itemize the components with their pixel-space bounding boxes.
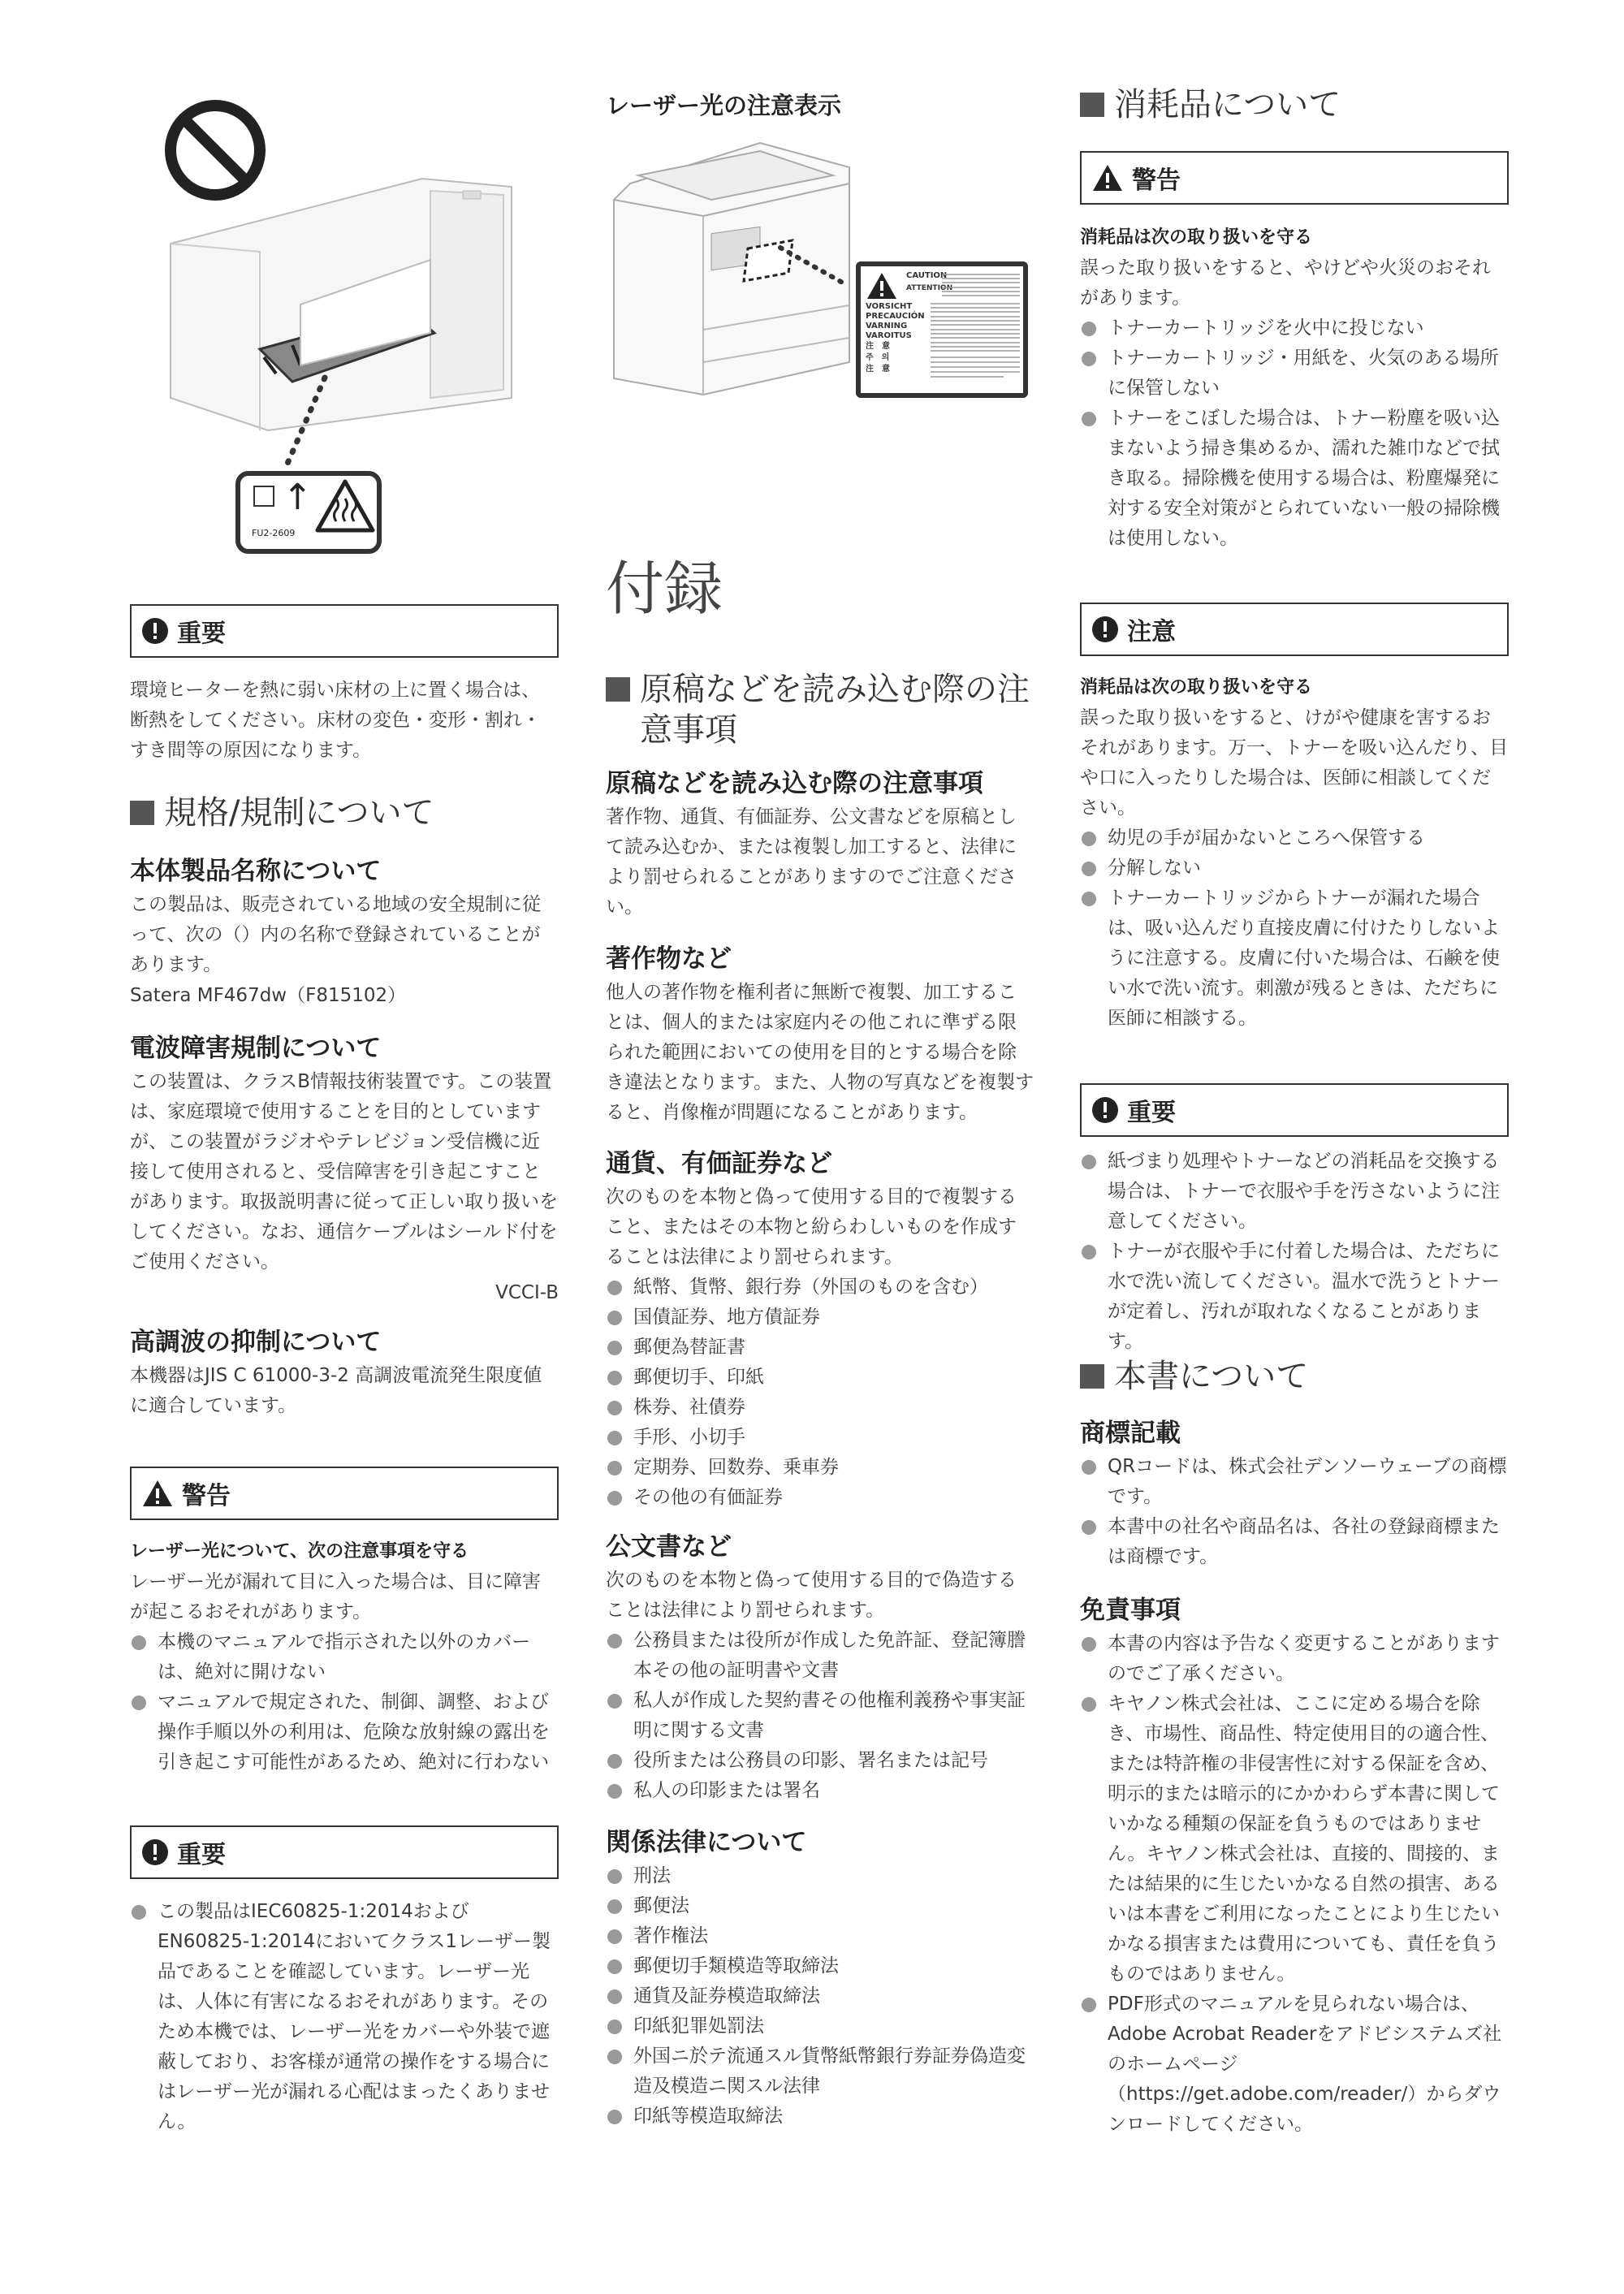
appendix-title: 付録 — [606, 555, 723, 623]
list-item: PDF形式のマニュアルを見られない場合は、Adobe Acrobat Readerをアドビシステムズ社のホームページ（https://get.adobe.com/reader/）からダウンロードしてください。 — [1080, 1989, 1509, 2140]
list-item: トナーカートリッジを火中に投じない — [1080, 313, 1509, 343]
list-item: 本機のマニュアルで指示された以外のカバーは、絶対に開けない — [130, 1627, 559, 1687]
label-word: CAUTION — [906, 271, 948, 280]
list-item: 郵便切手、印紙 — [606, 1363, 1034, 1393]
list-item: 印紙犯罪処罰法 — [606, 2011, 1034, 2041]
currency-heading: 通貨、有価証券など — [606, 1149, 832, 1178]
important-title: 重要 — [177, 1841, 226, 1869]
product-name-heading: 本体製品名称について — [130, 857, 382, 886]
list-item: 私人の印影または署名 — [606, 1776, 1034, 1806]
list-item: 紙幣、貨幣、銀行券（外国のものを含む） — [606, 1272, 1034, 1303]
list-item: 刑法 — [606, 1861, 1034, 1891]
list-item: 外国ニ於テ流通スル貨幣紙幣銀行券証券偽造変造及模造ニ関スル法律 — [606, 2041, 1034, 2102]
disclaimer-heading: 免責事項 — [1080, 1596, 1181, 1625]
important-title: 重要 — [1127, 1099, 1176, 1127]
consumables-caution-list — [1080, 823, 1509, 1034]
label-word: 注 意 — [866, 342, 890, 351]
label-word: 주 의 — [866, 353, 890, 362]
copyright-text: 他人の著作物を権利者に無断で複製、加工することは、個人的または家庭内その他これに準ずる限られた範囲においての使用を目的とする場合を除き違法となります。また、人物の写真などを複製すると、肖像権が問題になることがあります。 — [606, 982, 1034, 1123]
warning-title: 警告 — [1132, 166, 1181, 195]
consumables-important-box — [1080, 1083, 1509, 1137]
section-title-consumables: 消耗品について — [1080, 84, 1509, 125]
square-bullet-icon — [130, 801, 154, 825]
warning-triangle-icon — [141, 1479, 174, 1508]
official-heading: 公文書など — [606, 1532, 732, 1562]
important-title: 重要 — [177, 620, 226, 648]
scan-heading: 原稿などを読み込む際の注意事項 — [606, 769, 983, 798]
warning-list — [130, 1627, 559, 1778]
warning-triangle-icon — [1091, 163, 1124, 192]
important-text-1: 環境ヒーターを熱に弱い床材の上に置く場合は、断熱をしてください。床材の変色・変形・割れ・すき間等の原因になります。 — [130, 680, 541, 761]
prohibition-icon — [171, 106, 260, 195]
warning-subheading: レーザー光について、次の注意事項を守る — [130, 1541, 469, 1562]
trademark-list — [1080, 1452, 1509, 1572]
trademark-heading: 商標記載 — [1080, 1419, 1181, 1448]
consumables-warning-text: 誤った取り扱いをすると、やけどや火災のおそれがあります。 — [1080, 257, 1491, 309]
consumables-caution-box — [1080, 603, 1509, 656]
square-bullet-icon — [1080, 1364, 1104, 1389]
important-box-1 — [130, 604, 559, 658]
label-square-icon — [253, 486, 274, 507]
consumables-warning-list — [1080, 313, 1509, 554]
label-connector — [776, 244, 849, 292]
exclamation-circle-icon — [141, 617, 169, 645]
laws-list — [606, 1861, 1034, 2132]
label-word: ATTENTION — [906, 284, 953, 292]
hot-surface-icon — [315, 479, 375, 533]
consumables-caution-text: 誤った取り扱いをすると、けがや健康を害するおそれがあります。万一、トナーを吸い込んだり、目や口に入ったりした場合は、医師に相談してください。 — [1080, 707, 1509, 819]
consumables-warning-box — [1080, 151, 1509, 205]
list-item: その他の有価証券 — [606, 1483, 1034, 1513]
list-item: トナーをこぼした場合は、トナー粉塵を吸い込まないよう掃き集めるか、濡れた雑巾などで拭き取る。掃除機を使用する場合は、粉塵爆発に対する安全対策がとられていない一般の掃除機は使用しない。 — [1080, 404, 1509, 554]
label-code: FU2-2609 — [252, 528, 296, 538]
consumables-important-list — [1080, 1147, 1509, 1357]
warning-title: 警告 — [182, 1482, 231, 1510]
vcci-mark: VCCI-B — [495, 1282, 559, 1303]
list-item: 国債証券、地方債証券 — [606, 1303, 1034, 1333]
label-word: 注 意 — [866, 365, 890, 374]
list-item: 公務員または役所が作成した免許証、登記簿謄本その他の証明書や文書 — [606, 1626, 1034, 1686]
list-item: トナーが衣服や手に付着した場合は、ただちに水で洗い流してください。温水で洗うとトナーが定着し、汚れが取れなくなることがあります。 — [1080, 1237, 1509, 1357]
list-item: 分解しない — [1080, 853, 1509, 883]
label-word: PRECAUCIÓN — [866, 312, 925, 321]
list-item: 私人が作成した契約書その他権利義務や事実証明に関する文書 — [606, 1686, 1034, 1746]
official-text: 次のものを本物と偽って使用する目的で偽造することは法律により罰せられます。 — [606, 1570, 1017, 1621]
radio-heading: 電波障害規制について — [130, 1034, 382, 1063]
copyright-heading: 著作物など — [606, 944, 732, 974]
harmonic-text: 本機器はJIS C 61000-3-2 高調波電流発生限度値に適合しています。 — [130, 1365, 542, 1416]
laser-warning-icon — [866, 271, 898, 300]
list-item: 株券、社債券 — [606, 1393, 1034, 1423]
list-item: この製品はIEC60825-1:2014およびEN60825-1:2014においてクラス1レーザー製品であることを確認しています。レーザー光は、人体に有害になるおそれがあります。そのため本機では、レーザー光をカバーや外装で遮蔽しており、お客様が通常の操作をする場合にはレーザー光が漏れる心配はまったくありません。 — [130, 1897, 559, 2137]
list-item: 本書の内容は予告なく変更することがありますのでご了承ください。 — [1080, 1629, 1509, 1689]
laws-heading: 関係法律について — [606, 1828, 807, 1857]
consumables-warning-sub: 消耗品は次の取り扱いを守る — [1080, 227, 1313, 248]
heat-warning-label — [235, 471, 382, 554]
list-item: 郵便法 — [606, 1891, 1034, 1921]
scan-text: 著作物、通貨、有価証券、公文書などを原稿として読み込むか、または複製し加工すると、法律により罰せられることがありますのでご注意ください。 — [606, 806, 1017, 918]
currency-text: 次のものを本物と偽って使用する目的で複製すること、またはその本物と紛らわしいものを作成することは法律により罰せられます。 — [606, 1186, 1017, 1268]
warning-text: レーザー光が漏れて目に入った場合は、目に障害が起こるおそれがあります。 — [130, 1571, 541, 1622]
list-item: トナーカートリッジ・用紙を、火気のある場所に保管しない — [1080, 343, 1509, 404]
list-item: 定期券、回数券、乗車券 — [606, 1453, 1034, 1483]
list-item: 印紙等模造取締法 — [606, 2102, 1034, 2132]
disclaimer-list — [1080, 1629, 1509, 2140]
list-item: 郵便切手類模造等取締法 — [606, 1951, 1034, 1981]
list-item: 郵便為替証書 — [606, 1333, 1034, 1363]
list-item: 幼児の手が届かないところへ保管する — [1080, 823, 1509, 853]
label-word: VARNING — [866, 322, 908, 330]
list-item: 役所または公務員の印影、署名または記号 — [606, 1746, 1034, 1776]
square-bullet-icon — [606, 677, 630, 702]
consumables-caution-sub: 消耗品は次の取り扱いを守る — [1080, 677, 1313, 698]
list-item: 手形、小切手 — [606, 1423, 1034, 1453]
list-item: マニュアルで規定された、制御、調整、および操作手順以外の利用は、危険な放射線の露出を引き起こす可能性があるため、絶対に行わない — [130, 1687, 559, 1778]
label-fine-print — [931, 271, 1021, 393]
list-item: 通貨及証券模造取締法 — [606, 1981, 1034, 2011]
exclamation-circle-icon — [1091, 616, 1119, 643]
list-item: キヤノン株式会社は、ここに定める場合を除き、市場性、商品性、特定使用目的の適合性、または特許権の非侵害性に対する保証を含め、明示的または暗示的にかかわらず本書に関していかなる種類の保証を負うものではありません。キヤノン株式会社は、直接的、間接的、または結果的に生じたいかなる自然の損害、あるいは本書をご利用になったことにより生じたいかなる損害または費用についても、責任を負うものではありません。 — [1080, 1689, 1509, 1989]
list-item: 著作権法 — [606, 1921, 1034, 1951]
arrow-up-icon: ↑ — [283, 477, 313, 518]
list-item: QRコードは、株式会社デンソーウェーブの商標です。 — [1080, 1452, 1509, 1512]
list-item: 本書中の社名や商品名は、各社の登録商標または商標です。 — [1080, 1512, 1509, 1572]
laser-label-title: レーザー光の注意表示 — [606, 92, 842, 119]
exclamation-circle-icon — [141, 1838, 169, 1866]
exclamation-circle-icon — [1091, 1096, 1119, 1124]
important-list-2 — [130, 1897, 559, 2137]
label-word: VORSICHT — [866, 302, 913, 311]
warning-box — [130, 1467, 559, 1520]
section-title-scan: 原稿などを読み込む際の注意事項 — [606, 669, 1034, 750]
section-title-spec: 規格/規制について — [130, 793, 559, 833]
laser-caution-label — [856, 261, 1028, 398]
product-model: Satera MF467dw（F815102） — [130, 985, 407, 1006]
label-word-list — [866, 302, 931, 375]
square-bullet-icon — [1080, 93, 1104, 117]
currency-list — [606, 1272, 1034, 1513]
list-item: トナーカートリッジからトナーが漏れた場合は、吸い込んだり直接皮膚に付けたりしないように注意する。皮膚に付いた場合は、石鹸を使い水で洗い流す。刺激が残るときは、ただちに医師に相談する。 — [1080, 883, 1509, 1034]
radio-text: この装置は、クラスB情報技術装置です。この装置は、家庭環境で使用することを目的としていますが、この装置がラジオやテレビジョン受信機に近接して使用されると、受信障害を引き起こすことがあります。取扱説明書に従って正しい取り扱いをしてください。なお、通信ケーブルはシールド付をご使用ください。 — [130, 1071, 559, 1272]
section-title-about: 本書について — [1080, 1356, 1509, 1397]
harmonic-heading: 高調波の抑制について — [130, 1328, 382, 1357]
important-box-2 — [130, 1825, 559, 1879]
official-list — [606, 1626, 1034, 1806]
caution-title: 注意 — [1127, 618, 1176, 646]
list-item: 紙づまり処理やトナーなどの消耗品を交換する場合は、トナーで衣服や手を汚さないように注意してください。 — [1080, 1147, 1509, 1237]
product-name-text: この製品は、販売されている地域の安全規制に従って、次の（）内の名称で登録されていることがあります。 — [130, 894, 541, 975]
label-word: VAROITUS — [866, 331, 912, 340]
